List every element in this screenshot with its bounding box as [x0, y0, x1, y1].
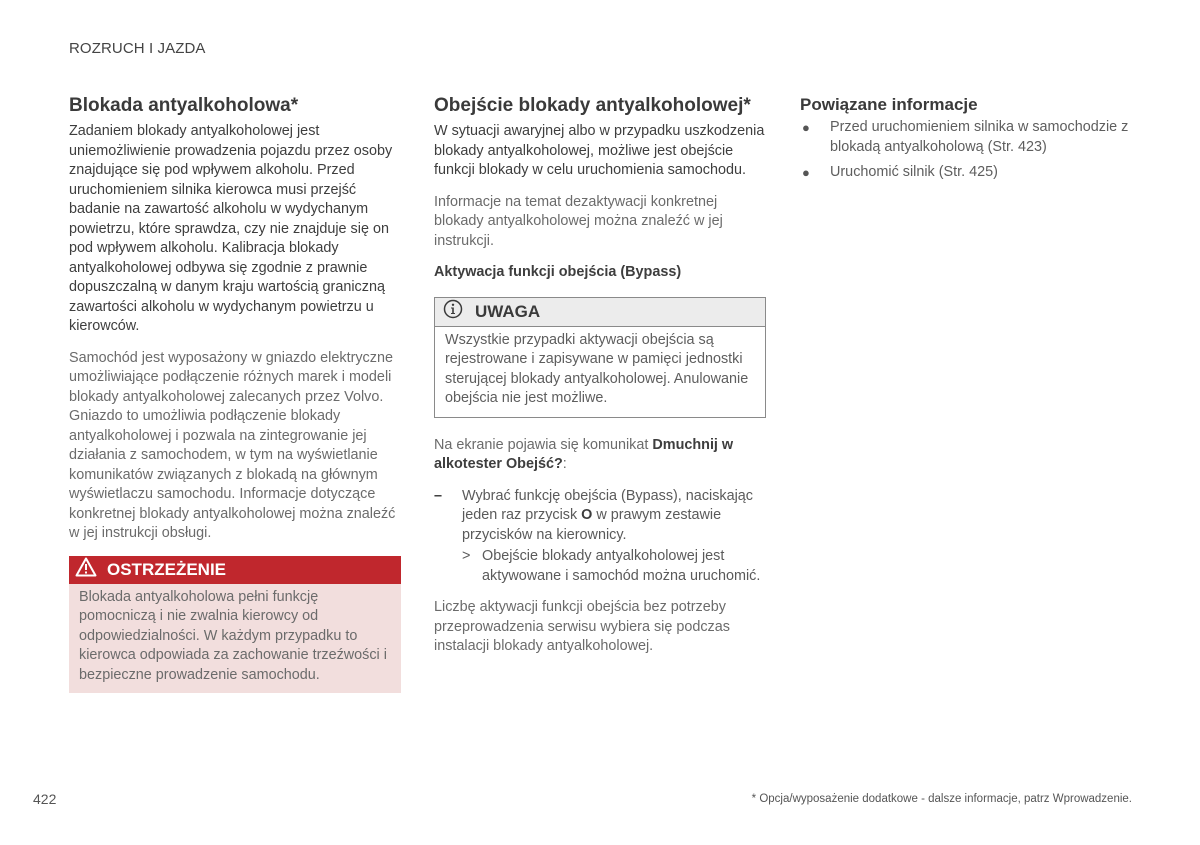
related-list: [800, 118, 1140, 183]
warning-label: OSTRZEŻENIE: [107, 559, 227, 579]
result-text: Obejście blokady antyalkoholowej jest aktywowane i samochód można uruchomić.: [482, 548, 761, 584]
alcolock-paragraph-2: Samochód jest wyposażony w gniazdo elektryczne umożliwiające podłączenie różnych marek i modeli blokady antyalkoholowej zalecanych przez Volvo. Gniazdo to umożliwia podłączenie blokady antyalkoholowej i pozwala na zintegrowanie jej działania z samochodem, w tym na wyświetlanie komunikatów związanych z blokadą na głównym wyświetlaczu samochodu. Informacje dotyczące konkretnej blokady antyalkoholowej można znaleźć w jej instrukcji obsługi.: [69, 349, 396, 541]
section-header: ROZRUCH I JAZDA: [69, 40, 206, 57]
note-box: [434, 297, 766, 418]
note-label: UWAGA: [475, 301, 541, 321]
note-text: Wszystkie przypadki aktywacji obejścia są rejestrowane i zapisywane w pamięci jednostki sterującej blokady antyalkoholowej. Anulowanie obejścia nie jest możliwe.: [445, 331, 749, 406]
step-item: [434, 487, 766, 546]
step-dash: –: [434, 487, 443, 504]
column-related: [800, 94, 1140, 189]
alcolock-paragraph-1: Zadaniem blokady antyalkoholowej jest uniemożliwienie prowadzenia pojazdu przez osoby znajdujące się pod wpływem alkoholu. Przed uruchomieniem silnika kierowca musi przejść badanie na zawartość alkoholu w wydychanym powietrzu, które sprawdza, czy nie znajduje się on pod wpływem alkoholu. Kalibracja blokady antyalkoholowej odbywa się zgodnie z prawnie dopuszczalną w danym kraju wartością graniczną zawartości alkoholu w wydychanym powietrzu u kierowców.: [69, 123, 393, 334]
bypass-title: Obejście blokady antyalkoholowej*: [434, 95, 751, 116]
message-text: Dmuchnij w alkotester Obejść?: [434, 436, 734, 472]
warning-text: Blokada antyalkoholowa pełni funkcję pomocniczą i nie zwalnia kierowcy od odpowiedzialności. W każdym przypadku to kierowca odpowiada za zachowanie trzeźwości i bezpieczne prowadzenie samochodu.: [79, 588, 387, 683]
info-circle-icon: [443, 299, 475, 324]
step-text: [462, 487, 766, 546]
result-arrow-icon: >: [462, 548, 471, 564]
page-number: 422: [33, 791, 57, 807]
alcolock-title: Blokada antyalkoholowa*: [69, 95, 299, 116]
button-o-label: O: [581, 507, 593, 523]
result-item: [462, 547, 766, 586]
bypass-paragraph-2: Informacje na temat dezaktywacji konkretnej blokady antyalkoholowej można znaleźć w jej instrukcji.: [434, 193, 723, 249]
step-text-before: Wybrać funkcję obejścia (Bypass), naciskając jeden raz przycisk: [462, 487, 753, 523]
bullet-icon: ●: [802, 120, 810, 135]
related-link-423[interactable]: [800, 118, 1140, 157]
step-text-after: w prawym zestawie przycisków na kierownicy.: [462, 507, 722, 543]
related-title: Powiązane informacje: [800, 95, 978, 114]
bullet-icon: ●: [802, 165, 810, 180]
related-link-text: Przed uruchomieniem silnika w samochodzie z blokadą antyalkoholową (Str. 423): [830, 119, 1129, 155]
related-link-text: Uruchomić silnik (Str. 425): [830, 164, 998, 180]
column-alcolock: [69, 94, 401, 693]
warning-box: [69, 556, 401, 694]
footnote: * Opcja/wyposażenie dodatkowe - dalsze informacje, patrz Wprowadzenie.: [751, 793, 1132, 805]
warning-header: [69, 556, 401, 584]
message-paragraph: [434, 436, 766, 475]
note-header: [435, 298, 765, 327]
related-link-425[interactable]: [800, 163, 1140, 183]
bypass-subheading: Aktywacja funkcji obejścia (Bypass): [434, 264, 682, 280]
column-bypass: [434, 94, 766, 669]
message-end: :: [562, 456, 567, 472]
message-intro: Na ekranie pojawia się komunikat: [434, 436, 653, 453]
bypass-paragraph-1: W sytuacji awaryjnej albo w przypadku uszkodzenia blokady antyalkoholowej, możliwe jest obejście funkcji blokady w celu uruchomienia samochodu.: [434, 123, 765, 178]
bypass-closing-paragraph: Liczbę aktywacji funkcji obejścia bez potrzeby przeprowadzenia serwisu wybiera się podczas instalacji blokady antyalkoholowej.: [434, 599, 730, 654]
warning-triangle-icon: [75, 557, 107, 582]
